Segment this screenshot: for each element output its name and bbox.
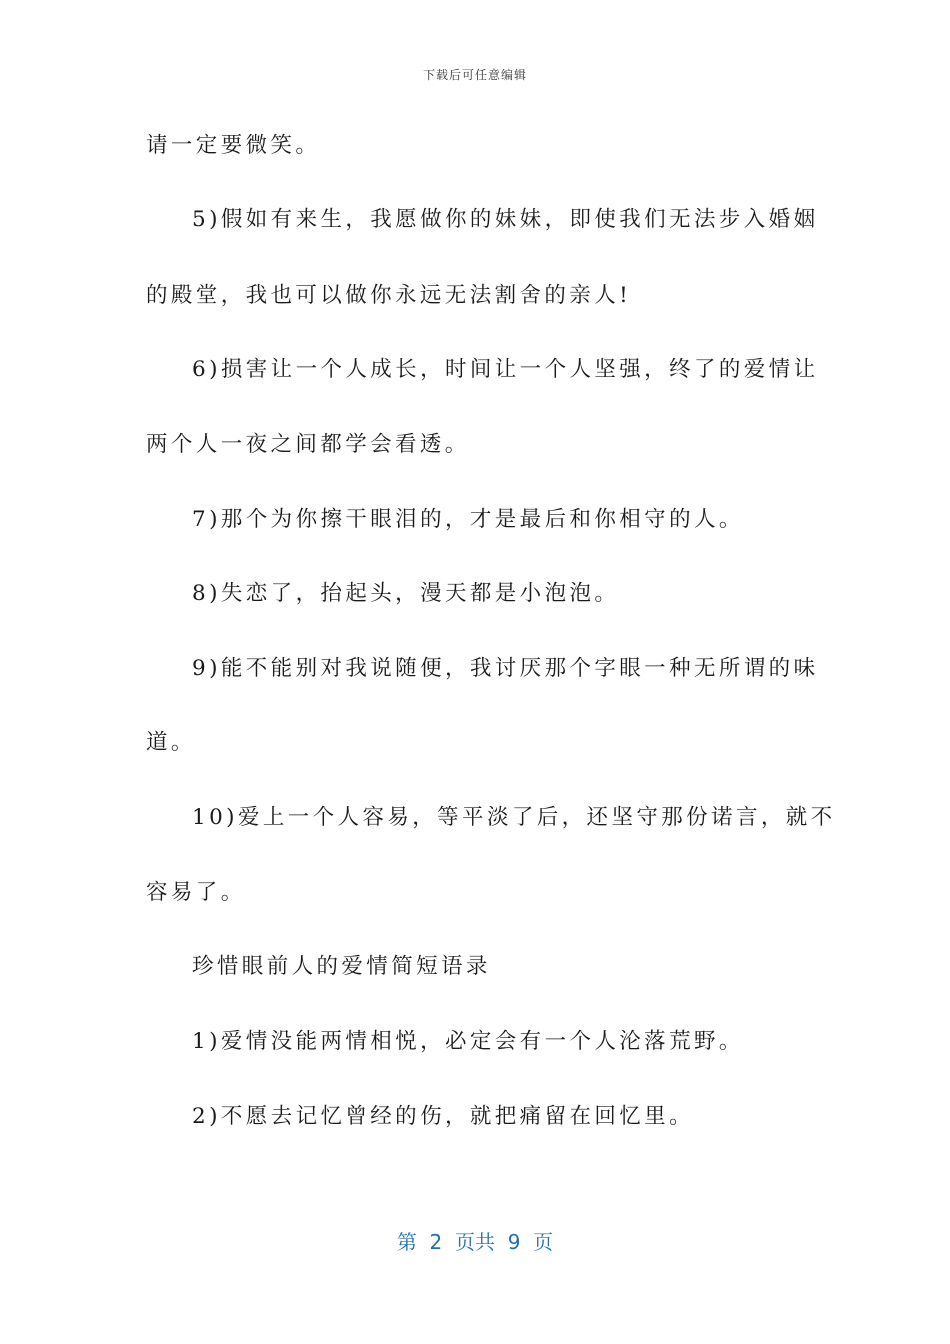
text-line-6: 7)那个为你擦干眼泪的，才是最后和你相守的人。 — [192, 507, 744, 532]
text-line-8: 9)能不能别对我说随便，我讨厌那个字眼一种无所谓的味 — [192, 656, 819, 681]
text-line-4: 6)损害让一个人成长，时间让一个人坚强，终了的爱情让 — [192, 357, 819, 382]
text-line-2: 5)假如有来生，我愿做你的妹妹，即使我们无法步入婚姻 — [192, 207, 819, 232]
text-line-14: 2)不愿去记忆曾经的伤，就把痛留在回忆里。 — [192, 1104, 694, 1129]
page-header: 下载后可任意编辑 — [422, 68, 527, 82]
text-line-3: 的殿堂，我也可以做你永远无法割舍的亲人! — [146, 283, 632, 308]
text-line-13: 1)爱情没能两情相悦，必定会有一个人沦落荒野。 — [192, 1029, 744, 1054]
text-line-11: 容易了。 — [146, 880, 246, 905]
text-line-5: 两个人一夜之间都学会看透。 — [146, 432, 470, 457]
text-line-7: 8)失恋了，抬起头，漫天都是小泡泡。 — [192, 581, 620, 606]
text-line-10: 10)爱上一个人容易，等平淡了后，还坚守那份诺言，就不 — [192, 805, 836, 830]
section-heading: 珍惜眼前人的爱情简短语录 — [192, 954, 491, 979]
text-line-9: 道。 — [146, 730, 196, 755]
text-line-1: 请一定要微笑。 — [146, 133, 321, 158]
page-number-footer: 第 2 页共 9 页 — [396, 1230, 554, 1254]
